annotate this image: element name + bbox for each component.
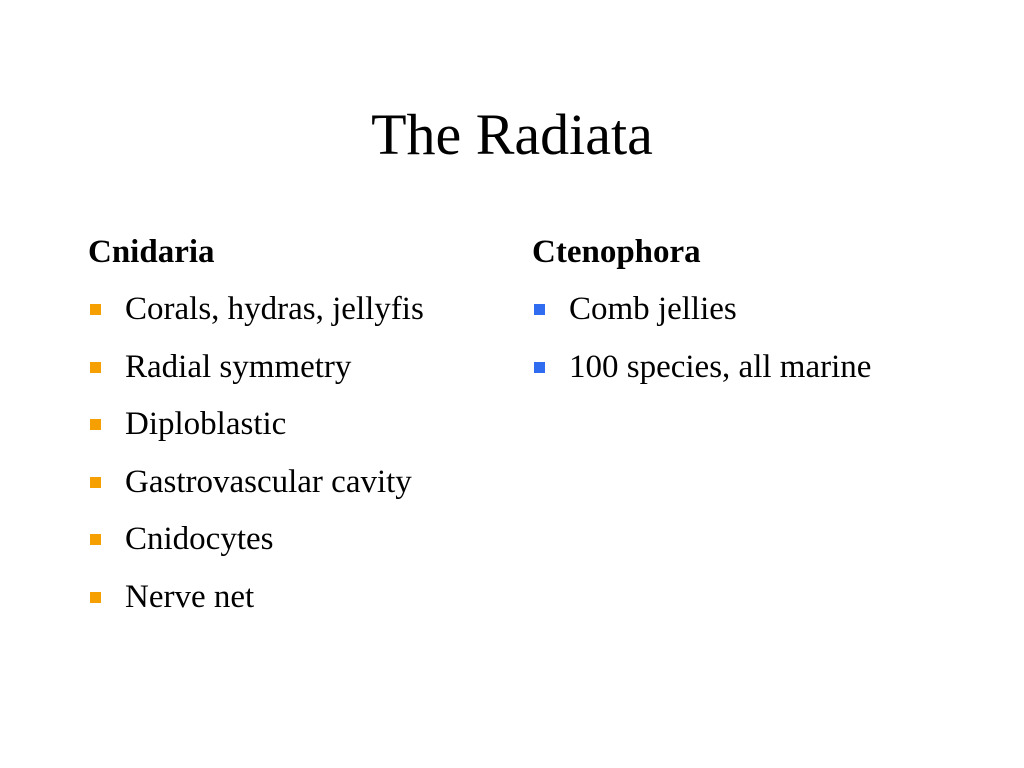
- square-bullet-icon: [90, 419, 101, 430]
- square-bullet-icon: [90, 592, 101, 603]
- right-bullet-list: [532, 287, 972, 402]
- square-bullet-icon: [90, 362, 101, 373]
- square-bullet-icon: [534, 304, 545, 315]
- bullet-item: [88, 287, 508, 345]
- bullet-text: Nerve net: [125, 578, 255, 615]
- left-column-heading: Cnidaria: [88, 234, 215, 270]
- square-bullet-icon: [90, 477, 101, 488]
- bullet-text: Cnidocytes: [125, 521, 274, 557]
- bullet-text: Diploblastic: [125, 406, 287, 442]
- bullet-item: [88, 402, 508, 460]
- slide-title: The Radiata: [371, 102, 653, 167]
- square-bullet-icon: [90, 304, 101, 315]
- right-column: [532, 230, 972, 402]
- bullet-item: [88, 517, 508, 575]
- square-bullet-icon: [90, 534, 101, 545]
- bullet-text: Corals, hydras, jellyfis: [125, 291, 424, 327]
- right-column-heading: Ctenophora: [532, 234, 701, 270]
- bullet-text: 100 species, all marine: [569, 348, 872, 385]
- bullet-item: [88, 345, 508, 403]
- bullet-item: [532, 345, 972, 403]
- bullet-text: Radial symmetry: [125, 348, 352, 385]
- bullet-text: Comb jellies: [569, 291, 737, 327]
- bullet-text: Gastrovascular cavity: [125, 463, 412, 500]
- bullet-item: [88, 460, 508, 518]
- left-column: [88, 230, 508, 632]
- bullet-item: [88, 575, 508, 633]
- left-bullet-list: [88, 287, 508, 632]
- square-bullet-icon: [534, 362, 545, 373]
- bullet-item: [532, 287, 972, 345]
